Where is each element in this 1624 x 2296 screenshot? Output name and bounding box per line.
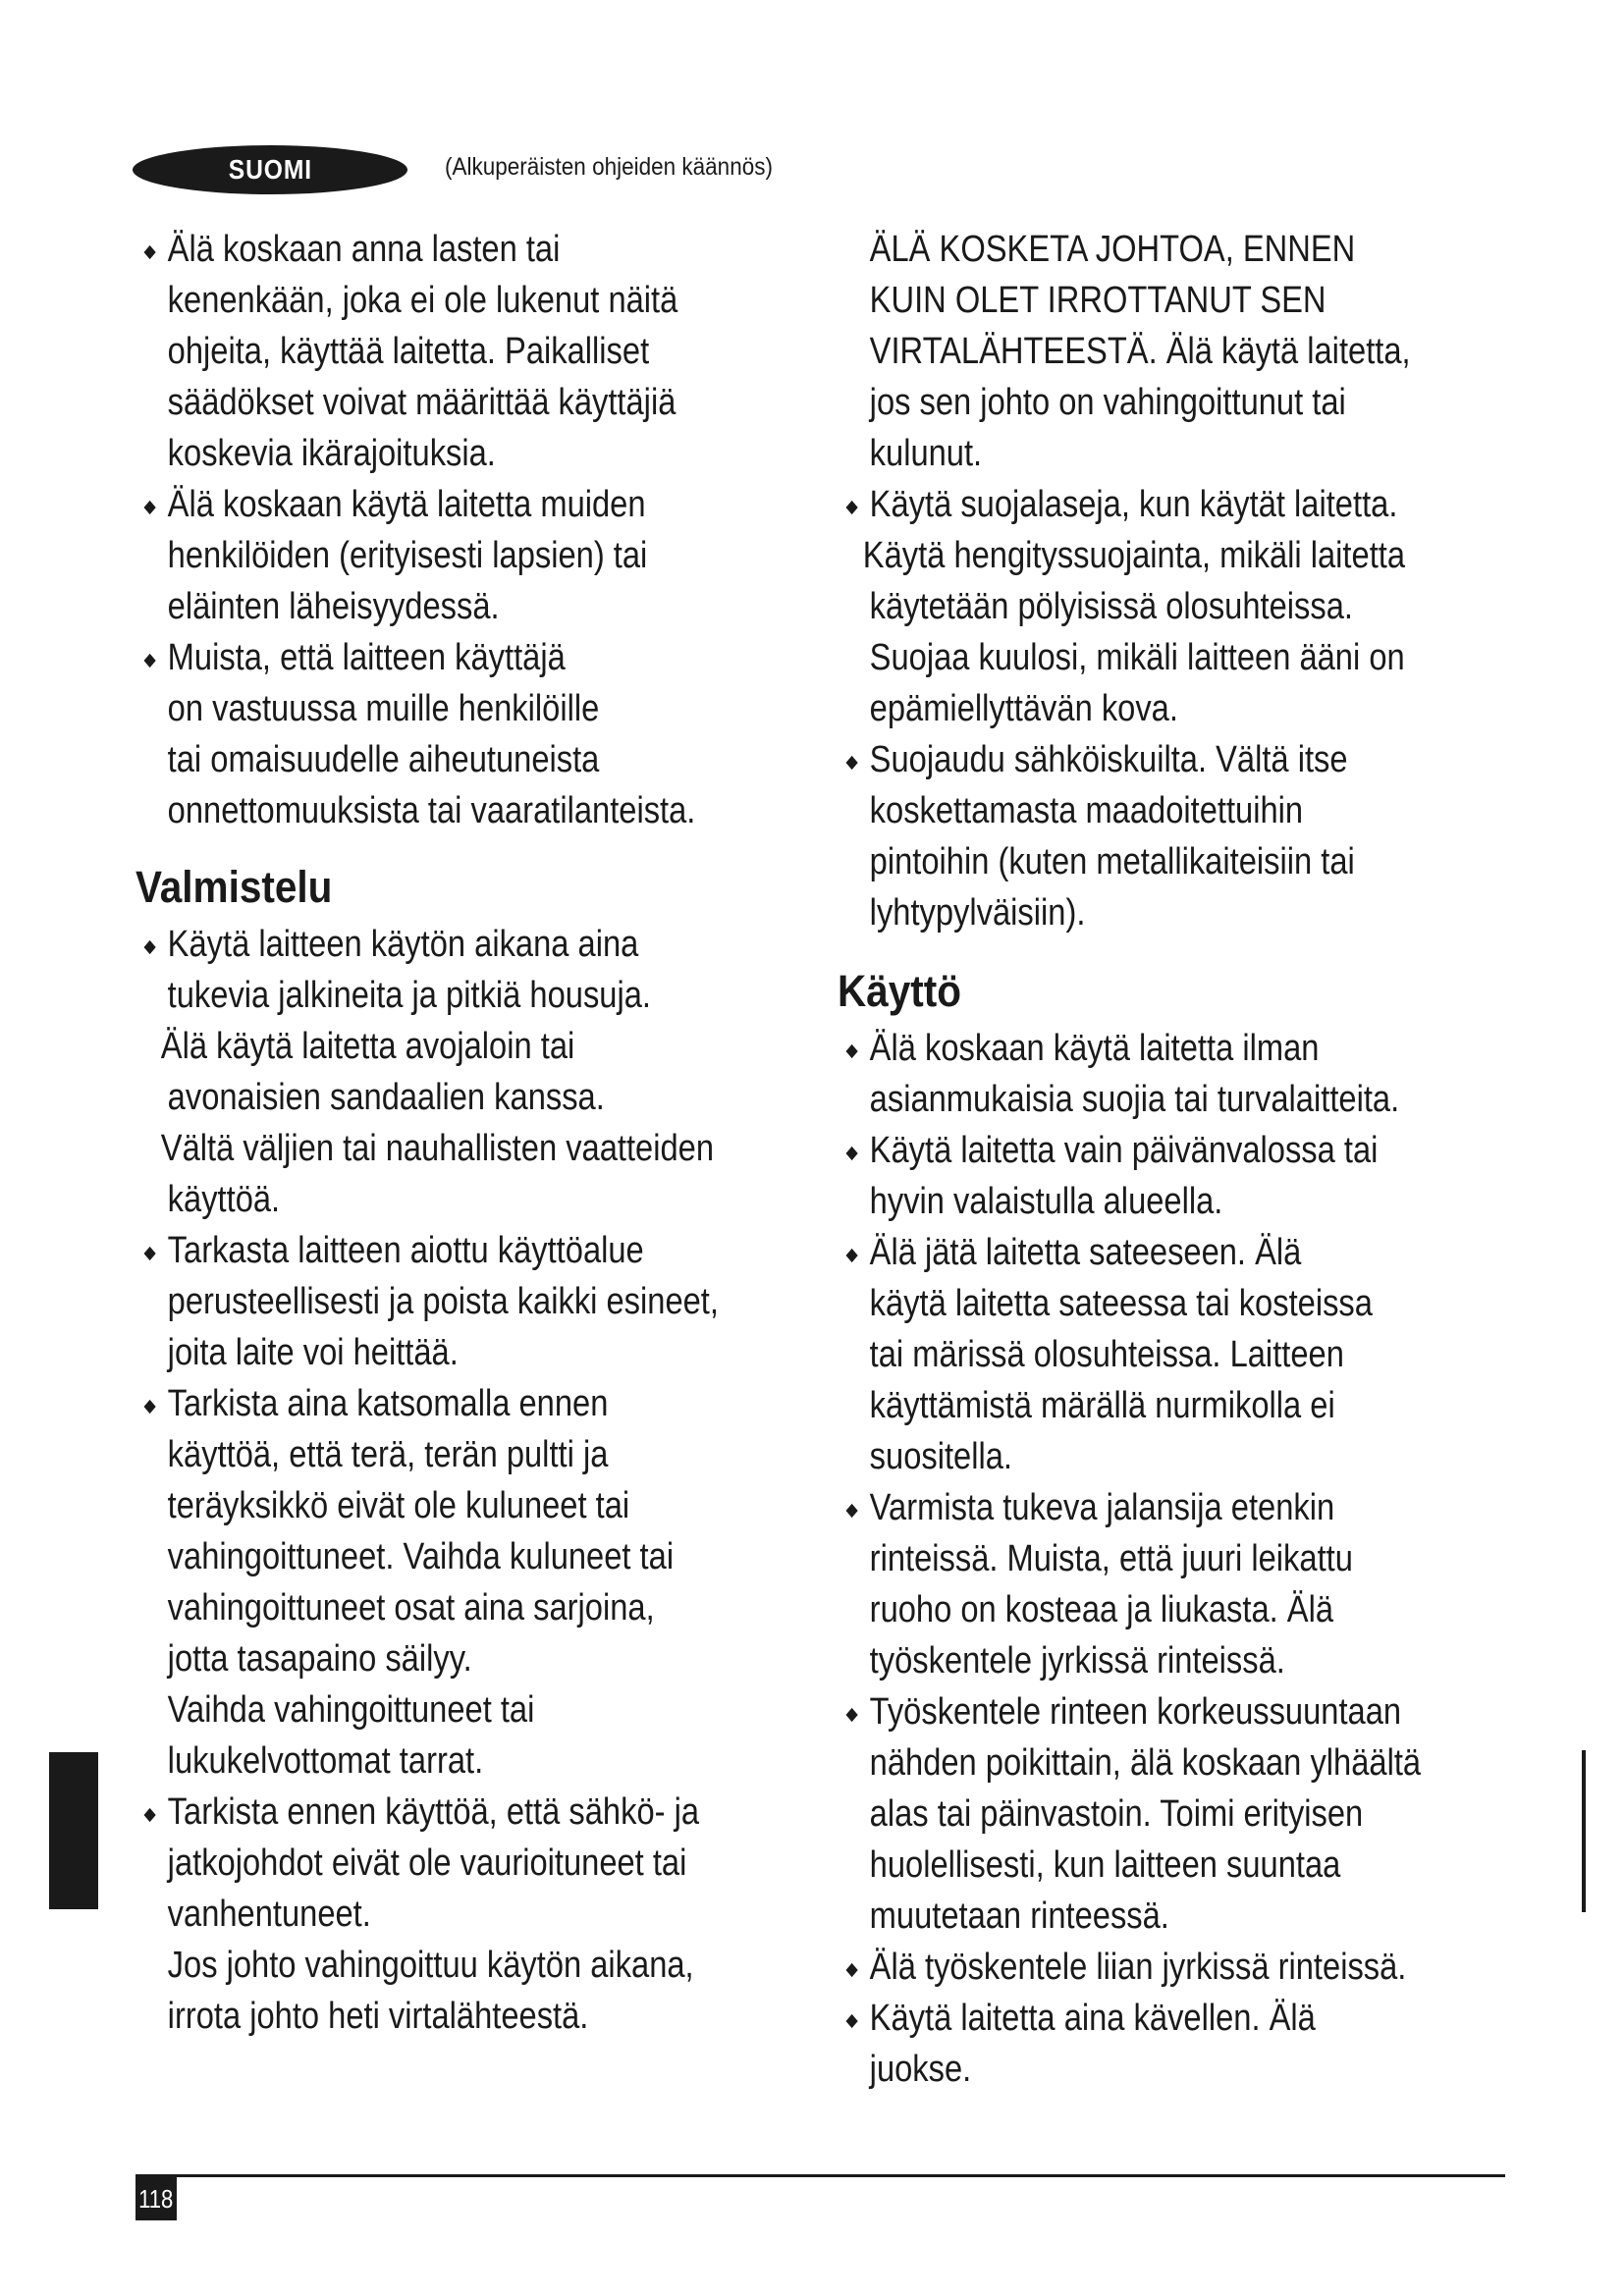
text-line: Käytä laitteen käytön aikana aina (167, 924, 639, 965)
bullet-icon (846, 1044, 858, 1058)
list-item (838, 734, 1545, 938)
text-line: Älä työskentele liian jyrkissä rinteissä. (869, 1947, 1407, 1988)
text-line: eläinten läheisyydessä. (167, 586, 500, 627)
text-line: jotta tasapaino säilyy. (167, 1638, 472, 1680)
text-line: lukukelvottomat tarrat. (167, 1740, 484, 1782)
translation-note: (Alkuperäisten ohjeiden käännös) (445, 153, 773, 181)
text-line: ÄLÄ KOSKETA JOHTOA, ENNEN (869, 229, 1356, 270)
text-line: huolellisesti, kun laitteen suuntaa (869, 1844, 1341, 1886)
text-line: joita laite voi heittää. (167, 1332, 459, 1373)
bullet-icon (144, 245, 156, 259)
text-line: käytetään pölyisissä olosuhteissa. (869, 586, 1353, 627)
right-column (838, 224, 1515, 2095)
left-column (135, 224, 813, 2042)
text-line: käyttämistä märällä nurmikolla ei (869, 1385, 1335, 1426)
text-line: Työskentele rinteen korkeussuuntaan (869, 1691, 1402, 1733)
text-line: suositella. (869, 1436, 1013, 1477)
page-number-badge (135, 2177, 177, 2220)
list-item (135, 1225, 843, 1378)
list-item (838, 1125, 1545, 1227)
bullet-icon (144, 1247, 156, 1260)
bullet-icon (846, 2014, 858, 2028)
text-line: perusteellisesti ja poista kaikki esineet, (167, 1281, 719, 1322)
text-line: jatkojohdot eivät ole vaurioituneet tai (167, 1842, 687, 1884)
section-heading-kaytto: Käyttö (838, 966, 962, 1016)
text-line: epämiellyttävän kova. (869, 688, 1178, 729)
text-line: Käytä suojalaseja, kun käytät laitetta. (869, 484, 1398, 525)
bullet-icon (846, 1963, 858, 1977)
text-line: muutetaan rinteessä. (869, 1896, 1169, 1937)
text-line: käyttöä, että terä, terän pultti ja (167, 1434, 609, 1475)
text-line: KUIN OLET IRROTTANUT SEN (869, 280, 1326, 321)
bullet-icon (846, 501, 858, 514)
text-line: Tarkista ennen käyttöä, että sähkö- ja (167, 1791, 700, 1833)
text-line: vahingoittuneet osat aina sarjoina, (167, 1587, 655, 1629)
bullet-icon (846, 756, 858, 770)
list-item (838, 1993, 1545, 2095)
text-line: irrota johto heti virtalähteestä. (167, 1996, 589, 2037)
language-badge (133, 145, 407, 194)
text-line: lyhtypylväisiin). (869, 892, 1086, 934)
text-line: tai märissä olosuhteissa. Laitteen (869, 1334, 1344, 1375)
list-item (838, 1482, 1545, 1686)
text-line: avonaisien sandaalien kanssa. (167, 1077, 605, 1118)
text-line: tukevia jalkineita ja pitkiä housuja. (167, 975, 651, 1016)
text-line: hyvin valaistulla alueella. (869, 1181, 1223, 1222)
list-item (135, 1787, 843, 2042)
text-line: henkilöiden (erityisesti lapsien) tai (167, 535, 648, 576)
bullet-icon (144, 940, 156, 954)
text-line: Tarkasta laitteen aiottu käyttöalue (167, 1230, 644, 1271)
bullet-icon (846, 1504, 858, 1518)
text-line: juokse. (869, 2049, 972, 2090)
bullet-icon (144, 654, 156, 667)
text-line: on vastuussa muille henkilöille (167, 688, 600, 729)
text-line: alas tai päinvastoin. Toimi erityisen (869, 1793, 1364, 1835)
text-line: VIRTALÄHTEESTÄ. Älä käytä laitetta, (869, 331, 1411, 372)
text-line: Suojaa kuulosi, mikäli laitteen ääni on (869, 637, 1405, 678)
text-line: Älä jätä laitetta sateeseen. Älä (869, 1232, 1302, 1273)
text-line: asianmukaisia suojia tai turvalaitteita. (869, 1079, 1400, 1120)
text-line: käyttöä. (167, 1179, 281, 1220)
page-number: 118 (138, 2183, 174, 2214)
text-line: ohjeita, käyttää laitetta. Paikalliset (167, 331, 650, 372)
text-line: Älä koskaan käytä laitetta ilman (869, 1028, 1320, 1069)
text-line: jos sen johto on vahingoittunut tai (869, 382, 1346, 423)
text-line: ruoho on kosteaa ja liukasta. Älä (869, 1589, 1334, 1630)
text-line: Varmista tukeva jalansija etenkin (869, 1487, 1335, 1528)
text-line: tai omaisuudelle aiheutuneista (167, 739, 600, 780)
text-line: kenenkään, joka ei ole lukenut näitä (167, 280, 678, 321)
text-line: nähden poikittain, älä koskaan ylhäältä (869, 1742, 1422, 1784)
bullet-icon (846, 1147, 858, 1160)
text-line: Älä koskaan anna lasten tai (167, 229, 561, 270)
bullet-icon (144, 1400, 156, 1414)
list-item (135, 1378, 843, 1787)
bullet-icon (846, 1708, 858, 1722)
text-line: Jos johto vahingoittuu käytön aikana, (167, 1945, 694, 1986)
text-line: Käytä laitetta aina kävellen. Älä (869, 1998, 1316, 2039)
text-line: vahingoittuneet. Vaihda kuluneet tai (167, 1536, 675, 1577)
change-bar (1582, 1750, 1586, 1912)
bullet-icon (144, 1808, 156, 1822)
list-item (135, 919, 843, 1021)
text-line: koskettamasta maadoitettuihin (869, 790, 1304, 831)
text-line: pintoihin (kuten metallikaiteisiin tai (869, 841, 1355, 882)
list-item (135, 632, 843, 836)
text-line: vanhentuneet. (167, 1894, 371, 1935)
text-line: työskentele jyrkissä rinteissä. (869, 1640, 1285, 1682)
text-line: Muista, että laitteen käyttäjä (167, 637, 566, 678)
list-item (838, 1942, 1545, 1993)
text-line: Vältä väljien tai nauhallisten vaatteiden (160, 1128, 715, 1169)
text-line: Käytä hengityssuojainta, mikäli laitetta (862, 535, 1406, 576)
text-line: käytä laitetta sateessa tai kosteissa (869, 1283, 1373, 1324)
bullet-icon (846, 1249, 858, 1262)
section-tab-marker (49, 1752, 98, 1909)
text-line: Älä koskaan käytä laitetta muiden (167, 484, 646, 525)
text-line: Tarkista aina katsomalla ennen (167, 1383, 609, 1424)
text-line: Älä käytä laitetta avojaloin tai (160, 1026, 575, 1067)
language-label: SUOMI (228, 154, 312, 185)
list-item (838, 1227, 1545, 1482)
text-line: rinteissä. Muista, että juuri leikattu (869, 1538, 1353, 1579)
list-item (838, 1023, 1545, 1125)
section-heading-valmistelu: Valmistelu (135, 862, 333, 912)
list-item (838, 479, 1545, 530)
text-line: Vaihda vahingoittuneet tai (167, 1689, 535, 1731)
bullet-icon (144, 501, 156, 514)
text-line: säädökset voivat määrittää käyttäjiä (167, 382, 677, 423)
text-line: teräyksikkö eivät ole kuluneet tai (167, 1485, 630, 1526)
footer-rule (135, 2174, 1505, 2177)
text-line: onnettomuuksista tai vaaratilanteista. (167, 790, 696, 831)
text-line: kulunut. (869, 433, 983, 474)
list-item (135, 224, 843, 479)
list-item (838, 1686, 1545, 1942)
text-line: Suojaudu sähköiskuilta. Vältä itse (869, 739, 1348, 780)
list-item (135, 479, 843, 632)
text-line: koskevia ikärajoituksia. (167, 433, 496, 474)
text-line: Käytä laitetta vain päivänvalossa tai (869, 1130, 1379, 1171)
